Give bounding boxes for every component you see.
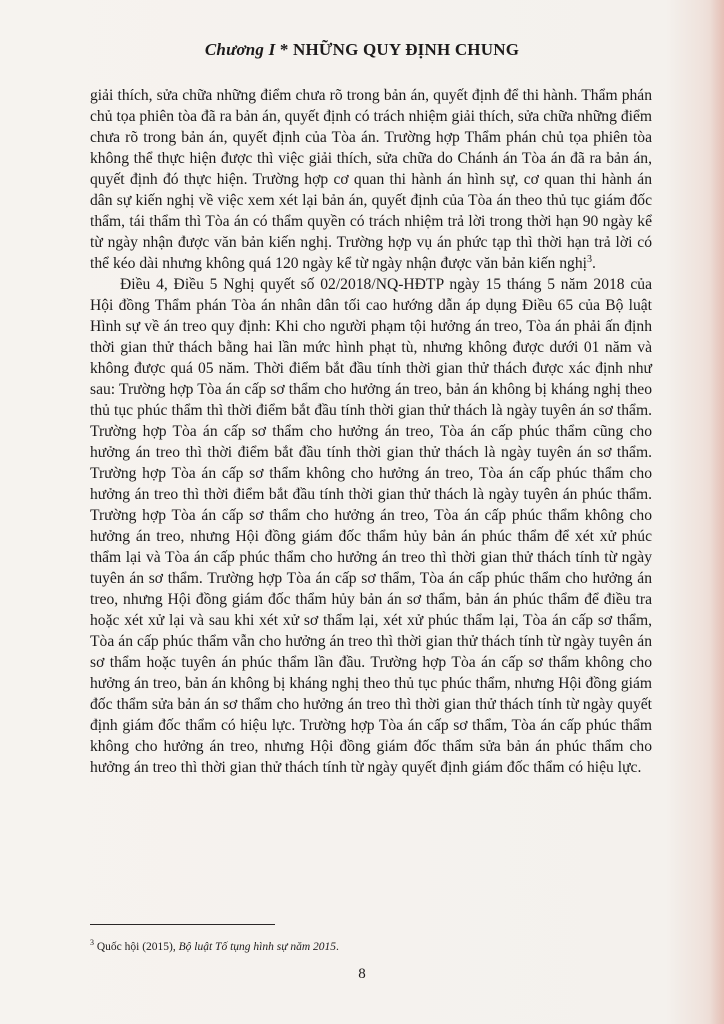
paragraph-1 <box>90 85 652 274</box>
footnote-author: Quốc hội (2015), <box>94 940 179 953</box>
chapter-title: NHỮNG QUY ĐỊNH CHUNG <box>293 40 520 59</box>
running-header <box>0 40 724 60</box>
footnote-reference[interactable]: 3 <box>586 253 592 265</box>
paragraph-2: Điều 4, Điều 5 Nghị quyết số 02/2018/NQ-HĐTP ngày 15 tháng 5 năm 2018 của Hội đồng Thẩm phán Tòa án nhân dân tối cao hướng dẫn áp dụng Điều 65 của Bộ luật Hình sự về án treo quy định: Khi cho người phạm tội hưởng án treo, Tòa án phải ấn định thời gian thử thách bằng hai lần mức hình phạt tù, nhưng không được dưới 01 năm và không được quá 05 năm. Thời điểm bắt đầu tính thời gian thử thách được xác định như sau: Trường hợp Tòa án cấp sơ thẩm cho hưởng án treo, bản án không bị kháng nghị theo thủ tục phúc thẩm thì thời điểm bắt đầu tính thời gian thử thách là ngày tuyên án sơ thẩm. Trường hợp Tòa án cấp sơ thẩm cho hưởng án treo, Tòa án cấp phúc thẩm cũng cho hưởng án treo thì thời điểm bắt đầu tính thời gian thử thách là ngày tuyên án sơ thẩm. Trường hợp Tòa án cấp sơ thẩm không cho hưởng án treo, Tòa án cấp phúc thẩm cho hưởng án treo thì thời điểm bắt đầu tính thời gian thử thách là ngày tuyên án phúc thẩm. Trường hợp Tòa án cấp sơ thẩm cho hưởng án treo, Tòa án cấp phúc thẩm không cho hưởng án treo, nhưng Hội đồng giám đốc thẩm hủy bản án phúc thẩm để xét xử phúc thẩm lại và Tòa án cấp phúc thẩm cho hưởng án treo thì thời gian thử thách tính từ ngày tuyên án sơ thẩm. Trường hợp Tòa án cấp sơ thẩm, Tòa án cấp phúc thẩm cho hưởng án treo, nhưng Hội đồng giám đốc thẩm hủy bản án sơ thẩm, bản án phúc thẩm để điều tra hoặc xét xử lại và sau khi xét xử sơ thẩm lại, xét xử phúc thẩm lại, Tòa án cấp sơ thẩm, Tòa án cấp phúc thẩm vẫn cho hưởng án treo thì thời gian thử thách tính từ ngày tuyên án sơ thẩm hoặc tuyên án phúc thẩm lần đầu. Trường hợp Tòa án cấp sơ thẩm không cho hưởng án treo, bản án không bị kháng nghị theo thủ tục phúc thẩm, nhưng Hội đồng giám đốc thẩm sửa bản án sơ thẩm cho hưởng án treo thì thời gian thử thách tính từ ngày quyết định giám đốc thẩm có hiệu lực. Trường hợp Tòa án cấp sơ thẩm, Tòa án cấp phúc thẩm không cho hưởng án treo, nhưng Hội đồng giám đốc thẩm sửa bản án phúc thẩm cho hưởng án treo thì thời gian thử thách tính từ ngày quyết định giám đốc thẩm có hiệu lực. <box>90 276 652 776</box>
footnote-title: Bộ luật Tố tụng hình sự năm 2015 <box>178 940 337 953</box>
footnote-divider <box>90 924 275 925</box>
paragraph-1-text: giải thích, sửa chữa những điểm chưa rõ trong bản án, quyết định để thi hành. Thẩm phán chủ tọa phiên tòa đã ra bản án, quyết định có trách nhiệm giải thích, sửa chữa những điểm chưa rõ trong bản án, quyết định của Tòa án. Trường hợp Thẩm phán chủ tọa phiên tòa không thể thực hiện được thì việc giải thích, sửa chữa do Chánh án Tòa án đã ra bản án, quyết định đó thực hiện. Trường hợp cơ quan thi hành án hình sự, cơ quan thi hành án dân sự kiến nghị về việc xem xét lại bản án, quyết định của Tòa án theo thủ tục giám đốc thẩm, tái thẩm thì Tòa án có thẩm quyền có trách nhiệm trả lời trong thời hạn 90 ngày kể từ ngày nhận được văn bản kiến nghị. Trường hợp vụ án phức tạp thì thời hạn trả lời có thể kéo dài nhưng không quá 120 ngày kể từ ngày nhận được văn bản kiến nghị <box>90 87 652 272</box>
page-number: 8 <box>358 966 366 982</box>
body-text <box>90 85 652 778</box>
footnote-marker: 3 <box>90 938 94 947</box>
header-separator: * <box>275 40 294 59</box>
footnote <box>90 936 650 954</box>
footnote-end: . <box>336 940 339 953</box>
page-edge-shadow <box>710 0 724 1024</box>
chapter-label: Chương I <box>204 40 276 59</box>
paragraph-1-end: . <box>591 255 596 272</box>
